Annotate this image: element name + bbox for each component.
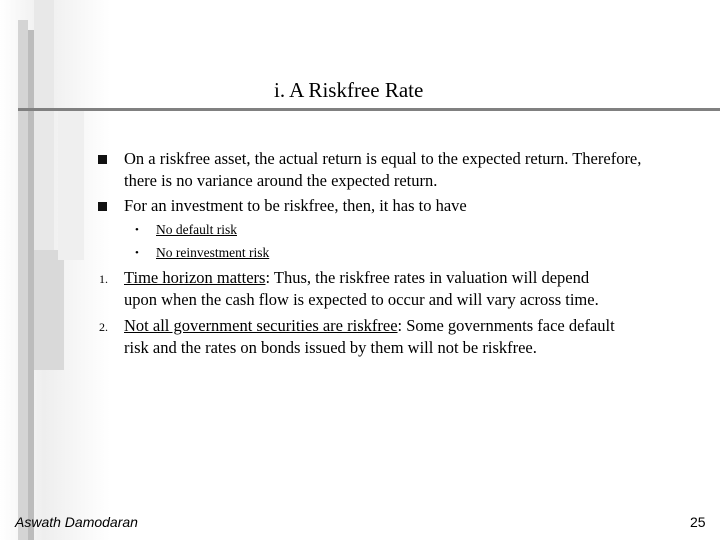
background-band bbox=[34, 250, 64, 370]
numbered-item: Time horizon matters: Thus, the riskfree rates in valuation will depend upon when the cash flow is expected to occur and will vary across time. bbox=[124, 268, 599, 309]
sub-bullet-dot-icon: • bbox=[135, 247, 139, 259]
bullet-text: On a riskfree asset, the actual return is equal to the expected return. Therefore, there is no variance around the expected return. bbox=[124, 149, 642, 190]
square-bullet-icon bbox=[98, 155, 107, 164]
numbered-item-lead: Not all government securities are riskfree bbox=[124, 316, 398, 335]
sub-bullet-text: No default risk bbox=[156, 222, 237, 237]
title-underline bbox=[18, 108, 720, 111]
list-number: 1. bbox=[99, 272, 108, 286]
background-band bbox=[18, 20, 28, 540]
numbered-item-lead: Time horizon matters bbox=[124, 268, 266, 287]
page-number: 25 bbox=[690, 514, 706, 530]
square-bullet-icon bbox=[98, 202, 107, 211]
bullet-text: For an investment to be riskfree, then, it has to have bbox=[124, 196, 467, 215]
background-band bbox=[58, 110, 84, 260]
footer-author: Aswath Damodaran bbox=[15, 514, 138, 530]
sub-bullet-dot-icon: • bbox=[135, 224, 139, 236]
numbered-item: Not all government securities are riskfree: Some governments face default risk and the rates on bonds issued by them will not be riskfree. bbox=[124, 316, 615, 357]
list-number: 2. bbox=[99, 320, 108, 334]
sub-bullet-text: No reinvestment risk bbox=[156, 245, 270, 260]
slide-title: i. A Riskfree Rate bbox=[274, 78, 424, 102]
